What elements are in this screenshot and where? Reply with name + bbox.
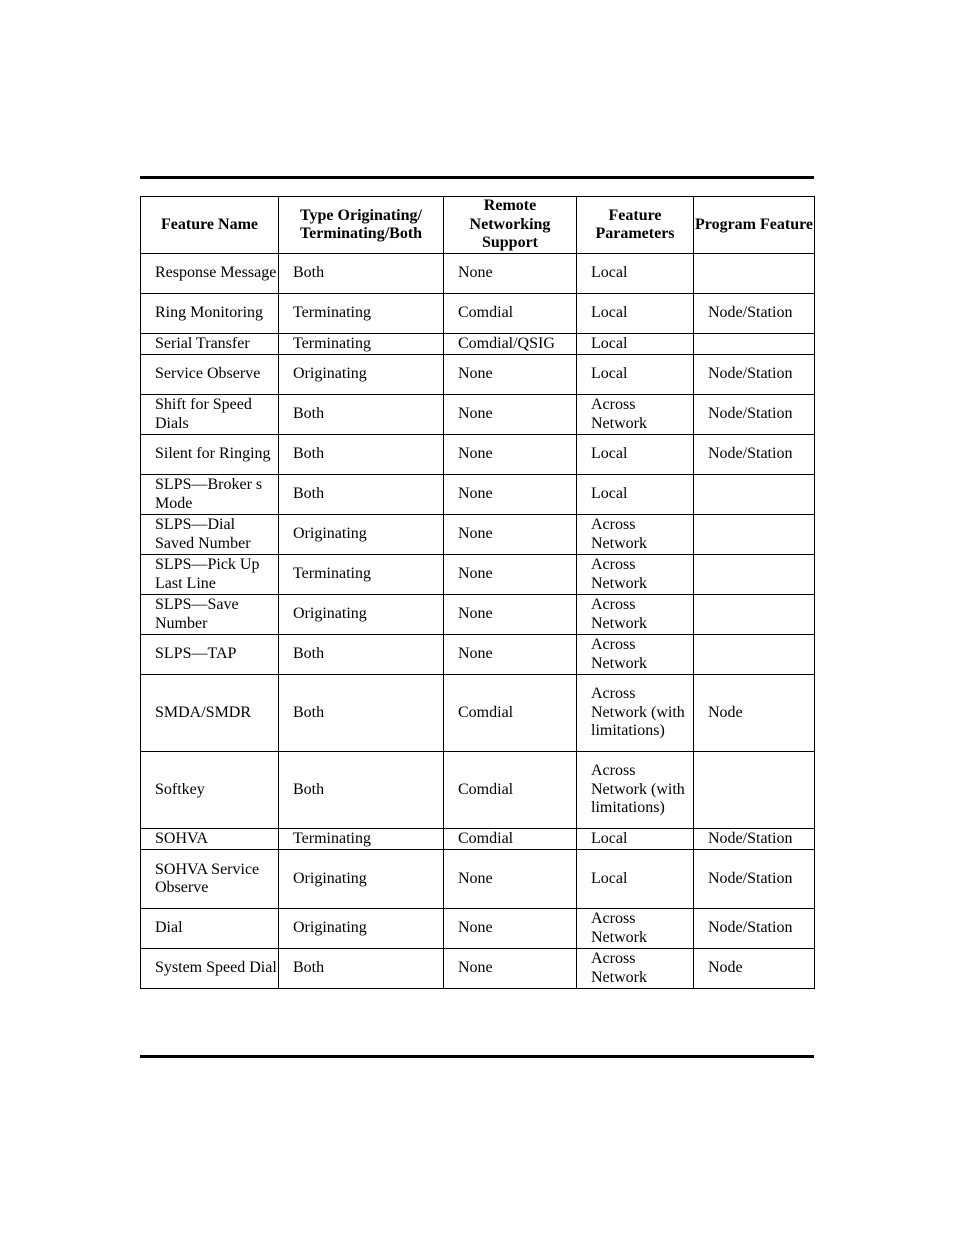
cell-feature-name: Service Observe bbox=[141, 355, 279, 395]
cell-feature-name: Dial bbox=[141, 909, 279, 949]
table-header-row bbox=[141, 197, 815, 254]
cell-feature-name: SOHVA bbox=[141, 829, 279, 850]
feature-table bbox=[140, 196, 815, 989]
cell-feature-name: SLPS—Pick Up Last Line bbox=[141, 555, 279, 595]
bottom-rule bbox=[140, 1055, 814, 1058]
cell-type: Both bbox=[279, 395, 444, 435]
cell-parameters: Local bbox=[577, 334, 694, 355]
cell-parameters: Across Network bbox=[577, 949, 694, 989]
cell-remote: None bbox=[444, 555, 577, 595]
table-row bbox=[141, 909, 815, 949]
cell-parameters: Local bbox=[577, 850, 694, 909]
table-row bbox=[141, 254, 815, 294]
table-row bbox=[141, 949, 815, 989]
cell-feature-name: SOHVA Service Observe bbox=[141, 850, 279, 909]
cell-parameters: Local bbox=[577, 829, 694, 850]
cell-program: Node/Station bbox=[694, 355, 815, 395]
cell-program: Node/Station bbox=[694, 294, 815, 334]
cell-remote: Comdial bbox=[444, 675, 577, 752]
cell-type: Both bbox=[279, 254, 444, 294]
table-row bbox=[141, 515, 815, 555]
cell-type: Terminating bbox=[279, 555, 444, 595]
cell-parameters: Across Network (with limitations) bbox=[577, 752, 694, 829]
cell-feature-name: Silent for Ringing bbox=[141, 435, 279, 475]
cell-remote: Comdial bbox=[444, 294, 577, 334]
cell-feature-name: Softkey bbox=[141, 752, 279, 829]
cell-type: Originating bbox=[279, 355, 444, 395]
cell-parameters: Local bbox=[577, 355, 694, 395]
cell-parameters: Local bbox=[577, 294, 694, 334]
table-row bbox=[141, 475, 815, 515]
cell-feature-name: SMDA/SMDR bbox=[141, 675, 279, 752]
cell-remote: Comdial/QSIG bbox=[444, 334, 577, 355]
cell-parameters: Local bbox=[577, 435, 694, 475]
cell-program bbox=[694, 635, 815, 675]
cell-parameters: Across Network bbox=[577, 515, 694, 555]
cell-feature-name: SLPS—Dial Saved Number bbox=[141, 515, 279, 555]
cell-feature-name: System Speed Dial bbox=[141, 949, 279, 989]
cell-feature-name: Serial Transfer bbox=[141, 334, 279, 355]
cell-parameters: Across Network bbox=[577, 635, 694, 675]
cell-remote: Comdial bbox=[444, 752, 577, 829]
cell-type: Originating bbox=[279, 515, 444, 555]
cell-parameters: Across Network bbox=[577, 595, 694, 635]
cell-type: Both bbox=[279, 675, 444, 752]
cell-type: Both bbox=[279, 949, 444, 989]
header-program-feature: Program Feature bbox=[694, 197, 815, 254]
cell-remote: None bbox=[444, 254, 577, 294]
header-type: Type Originating/ Terminating/Both bbox=[279, 197, 444, 254]
table-row bbox=[141, 829, 815, 850]
header-feature-parameters: Feature Parameters bbox=[577, 197, 694, 254]
cell-remote: None bbox=[444, 595, 577, 635]
cell-program: Node/Station bbox=[694, 909, 815, 949]
table-row bbox=[141, 595, 815, 635]
cell-remote: None bbox=[444, 909, 577, 949]
cell-feature-name: Ring Monitoring bbox=[141, 294, 279, 334]
cell-program: Node/Station bbox=[694, 395, 815, 435]
table-row bbox=[141, 334, 815, 355]
cell-type: Terminating bbox=[279, 829, 444, 850]
cell-type: Originating bbox=[279, 850, 444, 909]
cell-type: Both bbox=[279, 435, 444, 475]
cell-remote: None bbox=[444, 515, 577, 555]
cell-feature-name: Response Message bbox=[141, 254, 279, 294]
cell-program: Node/Station bbox=[694, 829, 815, 850]
cell-program: Node/Station bbox=[694, 850, 815, 909]
table-row bbox=[141, 294, 815, 334]
cell-remote: None bbox=[444, 355, 577, 395]
cell-program bbox=[694, 595, 815, 635]
cell-parameters: Across Network (with limitations) bbox=[577, 675, 694, 752]
table-row bbox=[141, 850, 815, 909]
cell-parameters: Across Network bbox=[577, 555, 694, 595]
cell-program bbox=[694, 752, 815, 829]
table-row bbox=[141, 355, 815, 395]
cell-parameters: Across Network bbox=[577, 909, 694, 949]
header-remote-networking: Remote Networking Support bbox=[444, 197, 577, 254]
cell-parameters: Local bbox=[577, 254, 694, 294]
cell-remote: Comdial bbox=[444, 829, 577, 850]
cell-program bbox=[694, 254, 815, 294]
cell-type: Originating bbox=[279, 909, 444, 949]
cell-feature-name: SLPS—TAP bbox=[141, 635, 279, 675]
cell-feature-name: SLPS—Broker s Mode bbox=[141, 475, 279, 515]
cell-remote: None bbox=[444, 949, 577, 989]
table-row bbox=[141, 675, 815, 752]
cell-program bbox=[694, 515, 815, 555]
header-feature-name: Feature Name bbox=[141, 197, 279, 254]
table-row bbox=[141, 635, 815, 675]
cell-program: Node bbox=[694, 675, 815, 752]
cell-remote: None bbox=[444, 395, 577, 435]
cell-type: Terminating bbox=[279, 334, 444, 355]
cell-parameters: Across Network bbox=[577, 395, 694, 435]
cell-program: Node bbox=[694, 949, 815, 989]
top-rule bbox=[140, 176, 814, 179]
cell-feature-name: Shift for Speed Dials bbox=[141, 395, 279, 435]
cell-type: Both bbox=[279, 635, 444, 675]
cell-type: Both bbox=[279, 475, 444, 515]
cell-program bbox=[694, 475, 815, 515]
cell-program: Node/Station bbox=[694, 435, 815, 475]
cell-feature-name: SLPS—Save Number bbox=[141, 595, 279, 635]
table-row bbox=[141, 752, 815, 829]
cell-type: Both bbox=[279, 752, 444, 829]
cell-program bbox=[694, 555, 815, 595]
cell-parameters: Local bbox=[577, 475, 694, 515]
cell-type: Originating bbox=[279, 595, 444, 635]
table-row bbox=[141, 395, 815, 435]
cell-program bbox=[694, 334, 815, 355]
cell-remote: None bbox=[444, 635, 577, 675]
cell-remote: None bbox=[444, 850, 577, 909]
cell-remote: None bbox=[444, 475, 577, 515]
table-row bbox=[141, 435, 815, 475]
cell-type: Terminating bbox=[279, 294, 444, 334]
cell-remote: None bbox=[444, 435, 577, 475]
table-row bbox=[141, 555, 815, 595]
